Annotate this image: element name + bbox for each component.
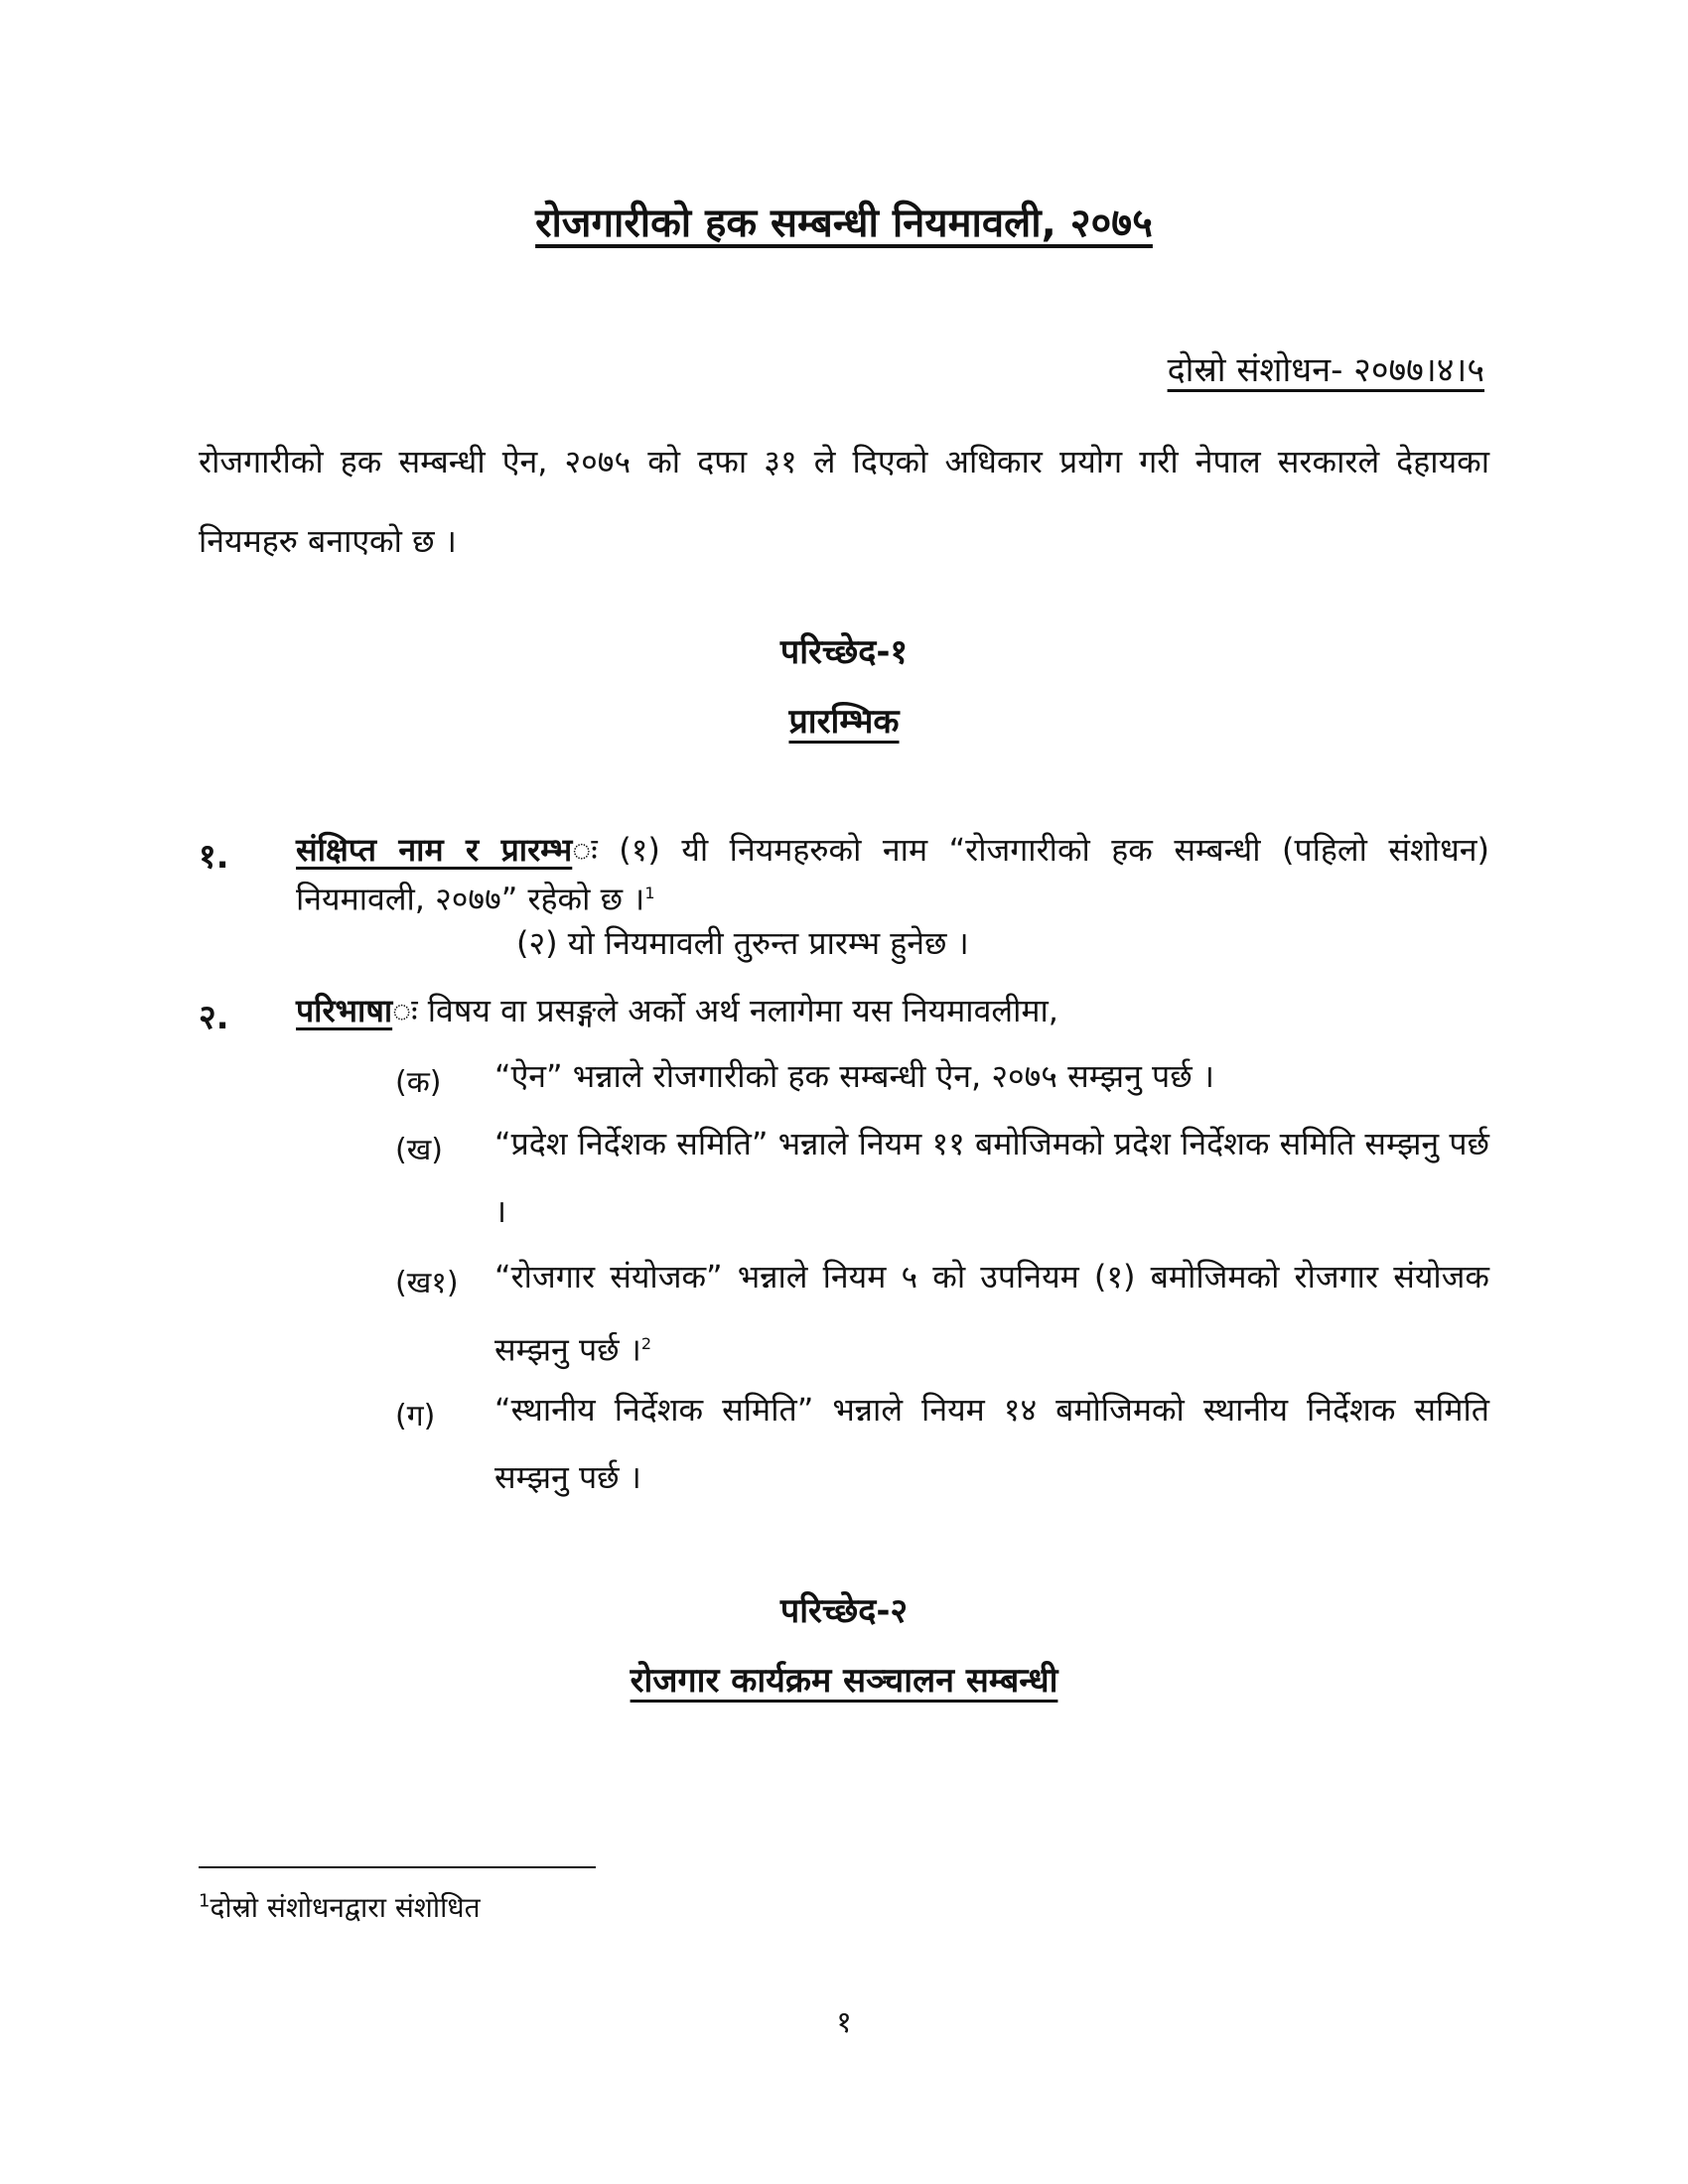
preamble: रोजगारीको हक सम्बन्धी ऐन, २०७५ को दफा ३१ ले दिएको अधिकार प्रयोग गरी नेपाल सरकारले देहायका नियमहरु बनाएको छ । (199, 443, 1489, 560)
footnote-marker: 1 (199, 1890, 211, 1912)
rule-1-subclause-2: (२) यो नियमावली तुरुन्त प्रारम्भ हुनेछ । (516, 924, 969, 962)
rule-2-heading: परिभाषा (296, 992, 393, 1029)
footnote-divider (199, 1866, 596, 1868)
definition-text (494, 1110, 1489, 1245)
rule-1-heading: संक्षिप्त नाम र प्रारम्भ (296, 831, 573, 869)
chapter-1-title (0, 697, 1688, 743)
document-title (0, 194, 1688, 248)
definition-label: (ख१) (395, 1266, 459, 1300)
definition-text-content: “रोजगार संयोजक” भन्नाले नियम ५ को उपनियम (१) बमोजिमको रोजगार संयोजक सम्झनु पर्छ । (494, 1258, 1489, 1369)
definition-label: (ग) (395, 1399, 436, 1433)
rule-2-text: ः विषय वा प्रसङ्गले अर्को अर्थ नलागेमा यस नियमावलीमा, (392, 992, 1058, 1029)
footnote-ref-2[interactable]: 2 (640, 1334, 652, 1353)
definition-text-content: “स्थानीय निर्देशक समिति” भन्नाले नियम १४ बमोजिमको स्थानीय निर्देशक समिति सम्झनु पर्छ । (494, 1391, 1489, 1496)
definition-label: (ख) (395, 1133, 443, 1167)
chapter-1-number: परिच्छेद-१ (779, 632, 909, 672)
page-number: १ (836, 2005, 852, 2040)
definition-label: (क) (395, 1065, 442, 1100)
definition-text-content: “प्रदेश निर्देशक समिति” भन्नाले नियम ११ बमोजिमको प्रदेश निर्देशक समिति सम्झनु पर्छ । (494, 1125, 1489, 1230)
rule-1-text: ः (१) यी नियमहरुको नाम “रोजगारीको हक सम्बन्धी (पहिलो संशोधन) नियमावली, २०७७” रहेको छ । (296, 831, 1489, 918)
rule-2-number: २. (199, 998, 229, 1037)
footnote-text: दोस्रो संशोधनद्वारा संशोधित (210, 1891, 481, 1924)
footnote-ref-1[interactable]: 1 (644, 884, 655, 902)
definition-text (494, 1376, 1489, 1511)
footnote (199, 1888, 481, 1926)
document-title-text: रोजगारीको हक सम्बन्धी नियमावली, २०७५ (535, 201, 1153, 246)
chapter-2-title-text: रोजगार कार्यक्रम सञ्चालन सम्बन्धी (630, 1661, 1058, 1701)
rule-1-body (296, 828, 1489, 921)
rule-2-body (296, 989, 1489, 1032)
rule-1-number: १. (199, 837, 229, 877)
chapter-1-title-text: प्रारम्भिक (788, 702, 900, 742)
chapter-2-title (0, 1656, 1688, 1702)
amendment-note: दोस्रो संशोधन- २०७७।४।५ (1167, 350, 1484, 390)
definition-text (494, 1042, 1489, 1110)
chapter-2-number: परिच्छेद-२ (779, 1591, 909, 1631)
definition-text (494, 1243, 1489, 1384)
definition-text-content: “ऐन” भन्नाले रोजगारीको हक सम्बन्धी ऐन, २०७५ सम्झनु पर्छ । (494, 1057, 1214, 1095)
